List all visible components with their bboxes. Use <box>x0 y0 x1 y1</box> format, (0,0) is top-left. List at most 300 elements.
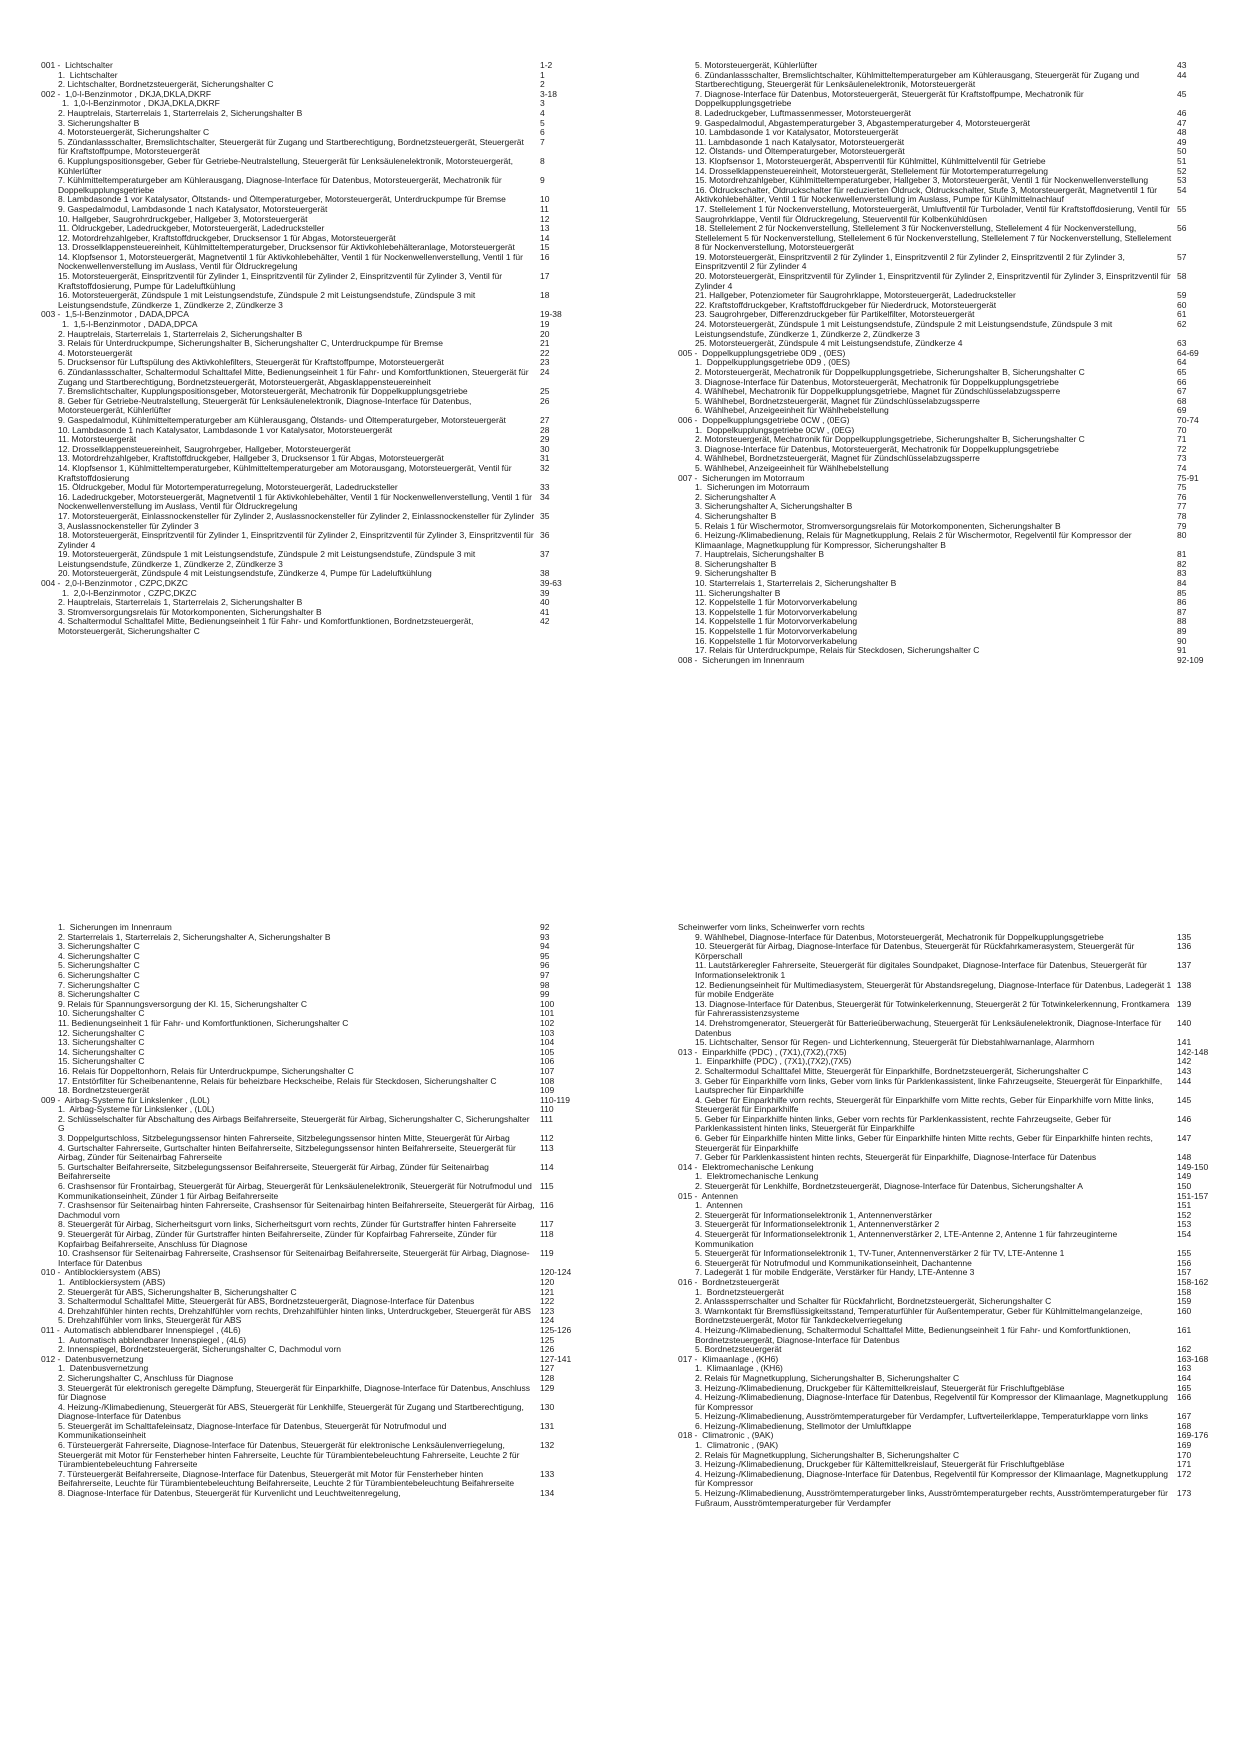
toc-item-page: 46 <box>1177 107 1187 118</box>
toc-item-title: 9. Gaspedalmodul, Lambdasonde 1 nach Katalysator, Motorsteuergerät <box>58 203 328 214</box>
toc-item <box>678 272 1240 291</box>
toc-item-page: 149-150 <box>1177 1161 1209 1172</box>
toc-item-title: 001 - Lichtschalter <box>41 60 113 70</box>
toc-item-title: 10. Crashsensor für Seitenairbag Fahrerseite, Crashsensor für Seitenairbag Beifahrerseite, Steuergerät für Airbag, Diagnose-Interface für Datenbus <box>58 1248 530 1268</box>
toc-item <box>41 368 621 387</box>
toc-item-page: 52 <box>1177 165 1187 176</box>
toc-item-title: 13. Klopfsensor 1, Motorsteuergerät, Absperrventil für Kühlmittel, Kühlmittelventil für Getriebe <box>695 155 1046 166</box>
toc-item-page: 122 <box>540 1296 555 1307</box>
toc-item-page: 109 <box>540 1085 555 1096</box>
toc-item-title: 006 - Doppelkupplungsgetriebe 0CW , (0EG) <box>678 414 850 425</box>
toc-item <box>41 531 621 550</box>
toc-item-page: 125-126 <box>540 1324 572 1335</box>
toc-item-title: 2. Steuergerät für ABS, Sicherungshalter B, Sicherungshalter C <box>58 1286 297 1297</box>
toc-item-page: 96 <box>540 960 550 971</box>
toc-item-title: 11. Lautstärkeregler Fahrerseite, Steuergerät für digitales Soundpaket, Diagnose-Interface für Datenbus, Steuergerät für Informationselektronik 1 <box>695 960 1150 980</box>
toc-item <box>41 176 621 195</box>
toc-item-page: 110 <box>540 1104 554 1115</box>
toc-item-title: 1. Doppelkupplungsgetriebe 0CW , (0EG) <box>695 424 855 435</box>
toc-item-title: 3. Schaltermodul Schalttafel Mitte, Steuergerät für ABS, Bordnetzsteuergerät, Diagnose-Interface für Datenbus <box>58 1296 475 1307</box>
toc-item-title: 008 - Sicherungen im Innenraum <box>678 654 805 665</box>
toc-item-title: 8. Sicherungshalter B <box>695 558 777 569</box>
toc-item-title: 16. Öldruckschalter, Öldruckschalter für reduzierten Öldruck, Öldruckschalter, Stufe 3, Motorsteuergerät, Magnetventil 1 für Aktivkohlebehälter, Ventil 1 für Nockenwellenverstellung im Auslass, Pumpe für Kühlmittelnachlauf <box>695 184 1159 205</box>
toc-item-page: 43 <box>1177 60 1187 70</box>
toc-item <box>41 1422 621 1441</box>
toc-item-title: 12. Koppelstelle 1 für Motorvorverkabelung <box>695 597 858 608</box>
toc-item-page: 78 <box>1177 510 1187 521</box>
toc-item-page: 127 <box>540 1363 555 1374</box>
toc-item-page: 11 <box>540 203 549 214</box>
toc-item-title: 18. Motorsteuergerät, Einspritzventil für Zylinder 1, Einspritzventil für Zylinder 2, Einspritzventil für Zylinder 3, Einspritzventil für Zylinder 4 <box>58 530 537 550</box>
toc-item <box>678 942 1240 961</box>
toc-item-page: 23 <box>540 357 550 368</box>
toc-item-title: 18. Bordnetzsteuergerät <box>58 1085 150 1096</box>
toc-item-title: 1. Datenbusvernetzung <box>58 1363 149 1374</box>
toc-item-page: 24 <box>540 367 550 377</box>
toc-item-title: 1. 1,0-l-Benzinmotor , DKJA,DKLA,DKRF <box>62 98 220 109</box>
toc-item-page: 102 <box>540 1017 555 1028</box>
toc-item-title: 12. Ölstands- und Öltemperaturgeber, Motorsteuergerät <box>695 146 905 157</box>
toc-item-page: 55 <box>1177 203 1187 214</box>
toc-item <box>678 1489 1240 1508</box>
toc-item-title: 9. Gaspedalmodul, Kühlmitteltemperaturgeber am Kühlerausgang, Ölstands- und Öltemperaturgeber, Motorsteuergerät <box>58 414 506 425</box>
toc-item-title: 15. Koppelstelle 1 für Motorvorverkabelung <box>695 626 858 637</box>
toc-item-page: 153 <box>1177 1219 1192 1230</box>
column-bottom-left <box>41 923 621 1499</box>
toc-item-title: 6. Steuergerät für Notrufmodul und Kommunikationseinheit, Dachantenne <box>695 1257 972 1268</box>
toc-item-title: 21. Hallgeber, Potenziometer für Saugrohrklappe, Motorsteuergerät, Ladedrucksteller <box>695 290 1016 301</box>
toc-item-title: 4. Heizung-/Klimabedienung, Diagnose-Interface für Datenbus, Regelventil für Kompressor der Klimaanlage, Magnetkupplung für Kompressor <box>695 1392 1171 1412</box>
toc-item-title: 20. Motorsteuergerät, Zündspule 4 mit Leistungsendstufe, Zündkerze 4, Pumpe für Ladeluftkühlung <box>58 568 432 579</box>
toc-item-page: 126 <box>540 1344 555 1355</box>
toc-item-page: 155 <box>1177 1248 1192 1259</box>
toc-item <box>678 1230 1240 1249</box>
toc-item-page: 128 <box>540 1372 555 1383</box>
toc-item-title: 5. Bordnetzsteuergerät <box>695 1344 782 1355</box>
toc-item-page: 12 <box>540 213 550 224</box>
toc-item-title: 8. Steuergerät für Airbag, Sicherheitsgurt vorn links, Sicherheitsgurt vorn rechts, Zünder für Gurtstraffer hinten Fahrerseite <box>58 1219 517 1230</box>
toc-item-title: 3. Sicherungshalter C <box>58 941 140 952</box>
toc-item-page: 34 <box>540 491 550 502</box>
toc-item-title: 8. Lambdasonde 1 vor Katalysator, Öltstands- und Öltemperaturgeber, Motorsteuergerät, Unterdruckpumpe für Bremse <box>58 194 506 205</box>
toc-item-title: 017 - Klimaanlage , (KH6) <box>678 1353 779 1364</box>
toc-item-title: 5. Steuergerät für Informationselektronik 1, TV-Tuner, Antennenverstärker 2 für TV, LTE-Antenne 1 <box>695 1248 1065 1259</box>
toc-item-title: 13. Sicherungshalter C <box>58 1037 145 1048</box>
toc-item-title: 7. Bremslichtschalter, Kupplungspositionsgeber, Motorsteuergerät, Mechatronik für Doppelkupplungsgetriebe <box>58 386 468 397</box>
toc-item-page: 30 <box>540 443 550 454</box>
toc-item <box>41 464 621 483</box>
toc-item-title: 1. Elektromechanische Lenkung <box>695 1171 819 1182</box>
toc-item-title: 10. Steuergerät für Airbag, Diagnose-Interface für Datenbus, Steuergerät für Rückfahrkamerasystem, Steuergerät für Körperschall <box>695 941 1137 961</box>
toc-item-page: 64 <box>1177 357 1187 368</box>
toc-item <box>678 205 1240 224</box>
toc-item-page: 149 <box>1177 1171 1192 1182</box>
toc-item-title: 7. Sicherungshalter C <box>58 979 140 990</box>
toc-item-title: 10. Lambdasonde 1 vor Katalysator, Motorsteuergerät <box>695 127 899 138</box>
toc-item-title: 12. Motordrehzahlgeber, Kraftstoffdruckgeber, Drucksensor 1 für Abgas, Motorsteuergerät <box>58 232 396 243</box>
toc-item-title: 9. Relais für Spannungsversorgung der Kl. 15, Sicherungshalter C <box>58 998 308 1009</box>
toc-item-page: 35 <box>540 510 550 521</box>
toc-item-page: 50 <box>1177 146 1187 157</box>
toc-item-page: 91 <box>1177 645 1187 656</box>
toc-item-page: 83 <box>1177 568 1187 579</box>
toc-item-title: 9. Sicherungshalter B <box>695 568 777 579</box>
toc-item-page: 64-69 <box>1177 347 1199 358</box>
toc-item-title: 5. Gurtschalter Beifahrerseite, Sitzbelegungssensor Beifahrerseite, Steuergerät für Airbag, Zünder für Seitenairbag Beifahrerseite <box>58 1161 492 1182</box>
toc-item-page: 131 <box>540 1420 555 1431</box>
toc-item-title: 23. Saugrohrgeber, Differenzdruckgeber für Partikelfilter, Motorsteuergerät <box>695 309 975 320</box>
toc-item-page: 32 <box>540 462 550 473</box>
toc-item-page: 113 <box>540 1142 554 1153</box>
toc-item-page: 98 <box>540 979 550 990</box>
toc-item-title: 3. Diagnose-Interface für Datenbus, Motorsteuergerät, Mechatronik für Doppelkupplungsgetriebe <box>695 376 1059 387</box>
toc-item-title: 6. Türsteuergerät Fahrerseite, Diagnose-Interface für Datenbus, Steuergerät für elektronische Lenksäulenverriegelung, Steuergerät mit Motor für Fensterheber hinten Fahrerseite, Leuchte für Türambientebeleuchtung Fahrerseite, Leuchte 2 für Türambientebeleuchtung Fahrerseite <box>58 1440 522 1470</box>
toc-item <box>678 1307 1240 1326</box>
toc-item-page: 39-63 <box>540 578 562 589</box>
toc-item-title: 16. Motorsteuergerät, Zündspule 1 mit Leistungsendstufe, Zündspule 2 mit Leistungsendstufe, Zündspule 3 mit Leistungsendstufe, Zündkerze 1, Zündkerze 2, Zündkerze 3 <box>58 290 478 310</box>
toc-item-page: 85 <box>1177 587 1187 598</box>
toc-item <box>41 550 621 569</box>
toc-item-title: 13. Diagnose-Interface für Datenbus, Steuergerät für Totwinkelerkennung, Steuergerät 2 für Totwinkelerkennung, Frontkamera für Fahrerassistenzsysteme <box>695 998 1172 1019</box>
toc-item-page: 145 <box>1177 1094 1192 1105</box>
toc-item-page: 137 <box>1177 960 1192 971</box>
toc-item-title: 2. Hauptrelais, Starterrelais 1, Starterrelais 2, Sicherungshalter B <box>58 107 303 118</box>
toc-item-page: 104 <box>540 1037 555 1048</box>
toc-item <box>678 1393 1240 1412</box>
toc-item <box>41 1144 621 1163</box>
toc-item-page: 132 <box>540 1440 555 1451</box>
toc-item-page: 71 <box>1177 434 1187 445</box>
toc-item-page: 114 <box>540 1161 554 1172</box>
toc-item-title: 11. Lambdasonde 1 nach Katalysator, Motorsteuergerät <box>695 136 905 147</box>
toc-item-title: 2. Hauptrelais, Starterrelais 1, Starterrelais 2, Sicherungshalter B <box>58 597 303 608</box>
toc-item <box>41 272 621 291</box>
toc-item <box>678 253 1240 272</box>
toc-item <box>41 138 621 157</box>
toc-item <box>41 1163 621 1182</box>
toc-item-title: 4. Geber für Einparkhilfe vorn rechts, Steuergerät für Einparkhilfe vorn Mitte rechts, Geber für Einparkhilfe vorn Mitte links, Steuergerät für Einparkhilfe <box>695 1094 1157 1115</box>
toc-item-title: 6. Wählhebel, Anzeigeeinheit für Wählhebelstellung <box>695 405 889 416</box>
toc-item-page: 130 <box>540 1401 555 1412</box>
toc-item-page: 60 <box>1177 299 1187 310</box>
toc-item-page: 27 <box>540 414 550 425</box>
toc-item-page: 95 <box>540 950 550 961</box>
toc-item-title: 18. Stellelement 2 für Nockenverstellung, Stellelement 3 für Nockenverstellung, Stellelement 4 für Nockenverstellung, Stellelement 5 für Nockenverstellung, Stellelement 6 für Nockenverstellung, Stellelement 7 für Nockenverstellung, Stellelement 8 für Nockenverstellung, Motorsteuergerät <box>695 223 1174 253</box>
toc-item-page: 31 <box>540 453 550 464</box>
toc-item-title: 007 - Sicherungen im Motorraum <box>678 472 805 483</box>
toc-item-page: 119 <box>540 1248 554 1259</box>
toc-item-page: 18 <box>540 290 550 301</box>
toc-item-title: 17. Relais für Unterdruckpumpe, Relais für Steckdosen, Sicherungshalter C <box>695 645 980 656</box>
toc-item-title: 1. Antiblockiersystem (ABS) <box>58 1276 166 1287</box>
toc-item-page: 92 <box>540 922 550 932</box>
toc-item <box>678 1096 1240 1115</box>
toc-item-title: 018 - Climatronic , (9AK) <box>678 1430 774 1441</box>
toc-item-title: 5. Sicherungshalter C <box>58 960 140 971</box>
toc-item-page: 20 <box>540 328 550 339</box>
toc-item-page: 70-74 <box>1177 414 1199 425</box>
toc-item-title: 1. Climatronic , (9AK) <box>695 1440 779 1451</box>
toc-item-title: 2. Schlüsselschalter für Abschaltung des Airbags Beifahrerseite, Steuergerät für Airbag, Sicherungshalter C, Sicherungshalter G <box>58 1113 532 1134</box>
toc-item-page: 67 <box>1177 386 1187 397</box>
toc-item-title: 3. Heizung-/Klimabedienung, Druckgeber für Kältemittelkreislauf, Steuergerät für Frischluftgebläse <box>695 1382 1065 1393</box>
toc-item-page: 121 <box>540 1286 555 1297</box>
toc-item-page: 62 <box>1177 319 1187 330</box>
toc-item-title: 7. Crashsensor für Seitenairbag hinten Fahrerseite, Crashsensor für Seitenairbag hinten Beifahrerseite, Steuergerät für Airbag, Dachmodul vorn <box>58 1200 538 1220</box>
toc-item-page: 66 <box>1177 376 1187 387</box>
toc-item-title: 14. Drosselklappensteuereinheit, Motorsteuergerät, Stellelement für Motortemperaturregelung <box>695 165 1048 176</box>
toc-item-title: 015 - Antennen <box>678 1190 739 1201</box>
toc-item-page: 38 <box>540 568 550 579</box>
toc-item-page: 33 <box>540 482 550 493</box>
toc-item-page: 110-119 <box>540 1094 570 1105</box>
toc-item-page: 1 <box>540 69 545 80</box>
toc-item-title: 13. Motordrehzahlgeber, Kraftstoffdruckgeber, Hallgeber 3, Drucksensor 1 für Abgas, Motorsteuergerät <box>58 453 444 464</box>
toc-item-page: 45 <box>1177 88 1187 99</box>
toc-item-page: 101 <box>540 1008 555 1019</box>
toc-item-title: 10. Starterrelais 1, Starterrelais 2, Sicherungshalter B <box>695 578 897 589</box>
toc-item-title: 003 - 1,5-l-Benzinmotor , DADA,DPCA <box>41 309 189 320</box>
toc-item-page: 170 <box>1177 1449 1192 1460</box>
toc-item-title: 4. Sicherungshalter B <box>695 510 777 521</box>
toc-item-title: 2. Innenspiegel, Bordnetzsteuergerät, Sicherungshalter C, Dachmodul vorn <box>58 1344 342 1355</box>
toc-item-page: 120 <box>540 1276 555 1287</box>
toc-item-title: 14. Koppelstelle 1 für Motorvorverkabelung <box>695 616 858 627</box>
toc-item-title: 1. Sicherungen im Motorraum <box>695 482 810 493</box>
toc-item-page: 88 <box>1177 616 1187 627</box>
toc-item <box>41 617 621 636</box>
toc-item <box>678 1182 1240 1192</box>
toc-item-page: 108 <box>540 1075 555 1086</box>
toc-item-page: 48 <box>1177 127 1187 138</box>
toc-item-title: 5. Drucksensor für Luftspülung des Aktivkohlefilters, Steuergerät für Kraftstoffpumpe, Motorsteuergerät <box>58 357 444 368</box>
toc-item-title: 20. Motorsteuergerät, Einspritzventil für Zylinder 1, Einspritzventil für Zylinder 2, Einspritzventil für Zylinder 3, Einspritzventil für Zylinder 4 <box>695 271 1174 291</box>
toc-item-page: 19-38 <box>540 309 562 320</box>
toc-item-page: 93 <box>540 931 550 942</box>
toc-item-page: 154 <box>1177 1229 1192 1239</box>
toc-section <box>41 61 621 71</box>
toc-item-title: 1. Sicherungen im Innenraum <box>58 922 172 932</box>
toc-item-page: 82 <box>1177 558 1187 569</box>
toc-item <box>41 1403 621 1422</box>
toc-item-page: 129 <box>540 1382 555 1393</box>
toc-item-page: 8 <box>540 155 545 166</box>
toc-item-title: 013 - Einparkhilfe (PDC) , (7X1),(7X2),(7X5) <box>678 1046 847 1057</box>
toc-item-title: 2. Anlasssperrschalter und Schalter für Rückfahrlicht, Bordnetzsteuergerät, Sicherungshalter C <box>695 1296 1052 1307</box>
toc-item-page: 117 <box>540 1219 554 1230</box>
toc-item-page: 1-2 <box>540 60 553 70</box>
toc-item-page: 107 <box>540 1065 555 1076</box>
toc-item-page: 61 <box>1177 309 1187 320</box>
toc-item-title: 22. Kraftstoffdruckgeber, Kraftstoffdruckgeber für Niederdruck, Motorsteuergerät <box>695 299 997 310</box>
toc-item-page: 142-148 <box>1177 1046 1209 1057</box>
toc-item-page: 90 <box>1177 635 1187 646</box>
toc-item-page: 13 <box>540 223 550 234</box>
toc-item-page: 36 <box>540 530 550 541</box>
toc-item-title: 4. Heizung-/Klimabedienung, Steuergerät für ABS, Steuergerät für Lenkhilfe, Steuergerät für Zugang und Startberechtigung, Diagnose-Interface für Datenbus <box>58 1401 527 1422</box>
toc-item-page: 63 <box>1177 338 1187 349</box>
toc-item <box>678 1115 1240 1134</box>
toc-item-page: 158 <box>1177 1286 1192 1297</box>
toc-item-page: 3-18 <box>540 88 558 99</box>
toc-item-title: 13. Koppelstelle 1 für Motorvorverkabelung <box>695 606 858 617</box>
toc-item-title: 3. Diagnose-Interface für Datenbus, Motorsteuergerät, Mechatronik für Doppelkupplungsgetriebe <box>695 443 1059 454</box>
toc-item-page: 40 <box>540 597 550 608</box>
toc-item-page: 65 <box>1177 367 1187 377</box>
toc-item-title: 4. Schaltermodul Schalttafel Mitte, Bedienungseinheit 1 für Fahr- und Komfortfunktionen, Bordnetzsteuergerät, Motorsteuergerät, Sicherungshalter C <box>58 616 476 637</box>
toc-item <box>41 1384 621 1403</box>
toc-item-title: 14. Klopfsensor 1, Kühlmitteltemperaturgeber, Kühlmitteltemperaturgeber am Motorausgang, Motorsteuergerät, Ventil für Kraftstoffdosierung <box>58 462 514 483</box>
toc-item-title: 1. Klimaanlage , (KH6) <box>695 1363 783 1374</box>
toc-item <box>678 90 1240 109</box>
toc-item-page: 140 <box>1177 1017 1192 1028</box>
toc-item-page: 57 <box>1177 251 1187 262</box>
toc-item-title: 3. Warnkontakt für Bremsflüssigkeitsstand, Temperaturfühler für Außentemperatur, Geber für Kühlmittelmangelanzeige, Bordnetzsteuergerät, Motor für Tankdeckelverriegelung <box>695 1305 1145 1326</box>
toc-item-page: 143 <box>1177 1065 1192 1076</box>
toc-item-title: 010 - Antiblockiersystem (ABS) <box>41 1267 161 1278</box>
toc-item-title: 4. Heizung-/Klimabedienung, Diagnose-Interface für Datenbus, Regelventil für Kompressor der Klimaanlage, Magnetkupplung für Kompressor <box>695 1468 1171 1489</box>
toc-item-title: 2. Hauptrelais, Starterrelais 1, Starterrelais 2, Sicherungshalter B <box>58 328 303 339</box>
toc-item-page: 115 <box>540 1181 554 1192</box>
toc-item-page: 165 <box>1177 1382 1192 1393</box>
toc-item-page: 160 <box>1177 1305 1192 1316</box>
toc-item <box>678 961 1240 980</box>
toc-item-page: 100 <box>540 998 555 1009</box>
toc-item-page: 144 <box>1177 1075 1192 1086</box>
toc-item-title: 3. Sicherungshalter A, Sicherungshalter B <box>695 501 853 512</box>
toc-item-title: 5. Zündanlassschalter, Bremslichtschalter, Steuergerät für Zugang und Startberechtigung, Bordnetzsteuergerät, Steuergerät für Kraftstoffpumpe, Motorsteuergerät <box>58 136 527 157</box>
toc-item-title: 004 - 2,0-l-Benzinmotor , CZPC,DKZC <box>41 578 188 589</box>
toc-item <box>678 981 1240 1000</box>
toc-item-title: 1. Lichtschalter <box>58 69 118 80</box>
toc-item-page: 124 <box>540 1315 555 1326</box>
toc-item-page: 169-176 <box>1177 1430 1209 1441</box>
toc-item-page: 159 <box>1177 1296 1192 1307</box>
toc-item-title: 6. Heizung-/Klimabedienung, Relais für Magnetkupplung, Relais 2 für Wischermotor, Regelventil für Kompressor der Klimaanlage, Magnetkupplung für Kompressor, Sicherungshalter B <box>695 530 1134 550</box>
toc-item <box>678 1019 1240 1038</box>
toc-item-title: 5. Heizung-/Klimabedienung, Ausströmtemperaturgeber links, Ausströmtemperaturgeber rechts, Ausströmtemperaturgeber für Fußraum, Ausströmtemperaturgeber für Verdampfer <box>695 1488 1171 1508</box>
toc-item-title: 5. Wählhebel, Bordnetzsteuergerät, Magnet für Zündschlüsselabzugssperre <box>695 395 980 406</box>
toc-item <box>41 493 621 512</box>
toc-item-page: 22 <box>540 347 550 358</box>
toc-item-page: 81 <box>1177 549 1187 560</box>
toc-item-page: 7 <box>540 136 545 147</box>
toc-item-page: 136 <box>1177 941 1192 952</box>
toc-item-page: 120-124 <box>540 1267 572 1278</box>
toc-item-title: 11. Motorsteuergerät <box>58 434 137 445</box>
toc-item-title: 11. Öldruckgeber, Ladedruckgeber, Motorsteuergerät, Ladedrucksteller <box>58 223 325 234</box>
toc-item-page: 171 <box>1177 1459 1192 1470</box>
toc-item-title: 25. Motorsteuergerät, Zündspule 4 mit Leistungsendstufe, Zündkerze 4 <box>695 338 963 349</box>
column-top-left <box>41 61 621 637</box>
toc-item-title: 5. Geber für Einparkhilfe hinten links, Geber vorn rechts für Parklenkassistent, rechte Fahrzeugseite, Geber für Parklenkassistent hinten links, Steuergerät für Einparkhilfe <box>695 1113 1114 1134</box>
toc-item-title: 012 - Datenbusvernetzung <box>41 1353 144 1364</box>
toc-item <box>678 320 1240 339</box>
toc-item-title: 14. Sicherungshalter C <box>58 1046 145 1057</box>
toc-item-page: 173 <box>1177 1488 1192 1499</box>
toc-item-page: 51 <box>1177 155 1187 166</box>
toc-item-page: 2 <box>540 79 545 90</box>
toc-item-page: 42 <box>540 616 550 627</box>
toc-item-title: 4. Heizung-/Klimabedienung, Schaltermodul Schalttafel Mitte, Bedienungseinheit 1 für Fahr- und Komfortfunktionen, Bordnetzsteuergerät, Diagnose-Interface für Datenbus <box>695 1324 1134 1345</box>
toc-item <box>678 1134 1240 1153</box>
toc-item-title: 3. Heizung-/Klimabedienung, Druckgeber für Kältemittelkreislauf, Steuergerät für Frischluftgebläse <box>695 1459 1065 1470</box>
toc-item-page: 151 <box>1177 1200 1192 1211</box>
toc-item-title: 15. Öldruckgeber, Modul für Motortemperaturregelung, Motorsteuergerät, Ladedrucksteller <box>58 482 398 493</box>
toc-item-title: 11. Bedienungseinheit 1 für Fahr- und Komfortfunktionen, Sicherungshalter C <box>58 1017 349 1028</box>
toc-item <box>41 1115 621 1134</box>
toc-item-page: 84 <box>1177 578 1187 589</box>
toc-item-title: 011 - Automatisch abblendbarer Innenspiegel , (4L6) <box>41 1324 241 1335</box>
toc-item-page: 166 <box>1177 1392 1192 1403</box>
toc-item-page: 172 <box>1177 1468 1192 1479</box>
toc-item-title: 9. Steuergerät für Airbag, Zünder für Gurtstraffer hinten Beifahrerseite, Zünder für Kopfairbag Fahrerseite, Zünder für Kopfairbag Beifahrerseite, Anschluss für Diagnose <box>58 1229 500 1249</box>
toc-item-page: 56 <box>1177 223 1187 234</box>
toc-item-title: 1. Bordnetzsteuergerät <box>695 1286 784 1297</box>
toc-item-page: 141 <box>1177 1037 1192 1048</box>
toc-item-title: 4. Steuergerät für Informationselektronik 1, Antennenverstärker 2, LTE-Antenne 2, Antenne 1 für fahrzeuginterne Kommunikation <box>695 1229 1120 1249</box>
toc-item-page: 163-168 <box>1177 1353 1209 1364</box>
toc-item-title: 8. Sicherungshalter C <box>58 989 140 1000</box>
toc-item-page: 147 <box>1177 1133 1192 1144</box>
toc-item-title: 6. Zündanlassschalter, Bremslichtschalter, Kühlmitteltemperaturgeber am Kühlerausgang, Steuergerät für Zugang und Startberechtigung, Steuergerät für Lenksäulenelektronik, Motorsteuergerät <box>695 69 1142 90</box>
toc-item-page: 138 <box>1177 979 1192 990</box>
toc-item-title: 5. Relais 1 für Wischermotor, Stromversorgungsrelais für Motorkomponenten, Sicherungshalter B <box>695 520 1061 531</box>
toc-item-title: 1. 1,5-l-Benzinmotor , DADA,DPCA <box>62 319 198 330</box>
toc-item-title: 8. Geber für Getriebe-Neutralstellung, Steuergerät für Lenksäulenelektronik, Diagnose-Interface für Datenbus, Motorsteuergerät, Kühlerlüfter <box>58 395 474 416</box>
toc-item-title: 9. Wählhebel, Diagnose-Interface für Datenbus, Motorsteuergerät, Mechatronik für Doppelkupplungsgetriebe <box>695 931 1104 942</box>
toc-item-title: 1. Airbag-Systeme für Linkslenker , (L0L) <box>58 1104 215 1115</box>
toc-item-title: 16. Ladedruckgeber, Motorsteuergerät, Magnetventil 1 für Aktivkohlebehälter, Ventil 1 für Nockenwellenverstellung, Ventil 1 für Nockenwellenverstellung im Auslass, Ventil für Öldruckregelung <box>58 491 535 512</box>
toc-item-page: 80 <box>1177 530 1187 541</box>
toc-item-page: 72 <box>1177 443 1187 454</box>
toc-item-title: 11. Sicherungshalter B <box>695 587 781 598</box>
toc-item-page: 76 <box>1177 491 1187 502</box>
toc-item-page: 49 <box>1177 136 1187 147</box>
toc-item-page: 77 <box>1177 501 1187 512</box>
toc-item-title: 4. Motorsteuergerät <box>58 347 133 358</box>
toc-item-title: 1. Einparkhilfe (PDC) , (7X1),(7X2),(7X5) <box>695 1056 852 1067</box>
toc-item <box>678 71 1240 90</box>
toc-item-title: 1. Doppelkupplungsgetriebe 0D9 , (0ES) <box>695 357 850 368</box>
toc-item-title: 5. Heizung-/Klimabedienung, Ausströmtemperaturgeber für Verdampfer, Luftverteilerklappe, Temperaturklappe vorn links <box>695 1411 1148 1422</box>
toc-item <box>41 1470 621 1489</box>
toc-item <box>41 1441 621 1470</box>
toc-item-page: 73 <box>1177 453 1187 464</box>
toc-item-title: 3. Relais für Unterdruckpumpe, Sicherungshalter B, Sicherungshalter C, Unterdruckpumpe für Bremse <box>58 338 444 349</box>
toc-item-title: 2. Lichtschalter, Bordnetzsteuergerät, Sicherungshalter C <box>58 79 274 90</box>
toc-item-title: 12. Sicherungshalter C <box>58 1027 145 1038</box>
toc-item-title: 17. Stellelement 1 für Nockenverstellung, Motorsteuergerät, Umluftventil für Turbolader, Ventil für Kraftstoffdosierung, Ventil für Saugrohrklappe, Ventil für Öldruckregelung, Steuerventil für Kolbenkühldüsen <box>695 203 1173 224</box>
toc-item-page: 59 <box>1177 290 1187 301</box>
toc-item-title: 8. Ladedruckgeber, Luftmassenmesser, Motorsteuergerät <box>695 107 911 118</box>
toc-item-page: 6 <box>540 127 545 138</box>
toc-item-page: 123 <box>540 1305 555 1316</box>
toc-item-page: 87 <box>1177 606 1187 617</box>
toc-item-page: 164 <box>1177 1372 1192 1383</box>
toc-item-page: 21 <box>540 338 550 349</box>
toc-item-page: 16 <box>540 251 550 262</box>
toc-item-title: 5. Wählhebel, Anzeigeeinheit für Wählhebelstellung <box>695 462 889 473</box>
toc-item-page: 142 <box>1177 1056 1192 1067</box>
toc-item-page: 105 <box>540 1046 555 1057</box>
toc-item-title: 15. Motordrehzahlgeber, Kühlmitteltemperaturgeber, Hallgeber 3, Motorsteuergerät, Ventil 1 für Nockenwellenverstellung <box>695 175 1149 186</box>
toc-item <box>678 224 1240 253</box>
toc-item-title: 14. Klopfsensor 1, Motorsteuergerät, Magnetventil 1 für Aktivkohlebehälter, Ventil 1 für Nockenwellenverstellung, Ventil 1 für Nockenwellenverstellung im Auslass, Ventil für Öldruckregelung <box>58 251 526 272</box>
toc-item-page: 135 <box>1177 931 1192 942</box>
toc-item-title: 3. Steuergerät für elektronisch geregelte Dämpfung, Steuergerät für Einparkhilfe, Diagnose-Interface für Datenbus, Anschluss für Diagnose <box>58 1382 533 1403</box>
toc-item <box>41 1489 621 1499</box>
